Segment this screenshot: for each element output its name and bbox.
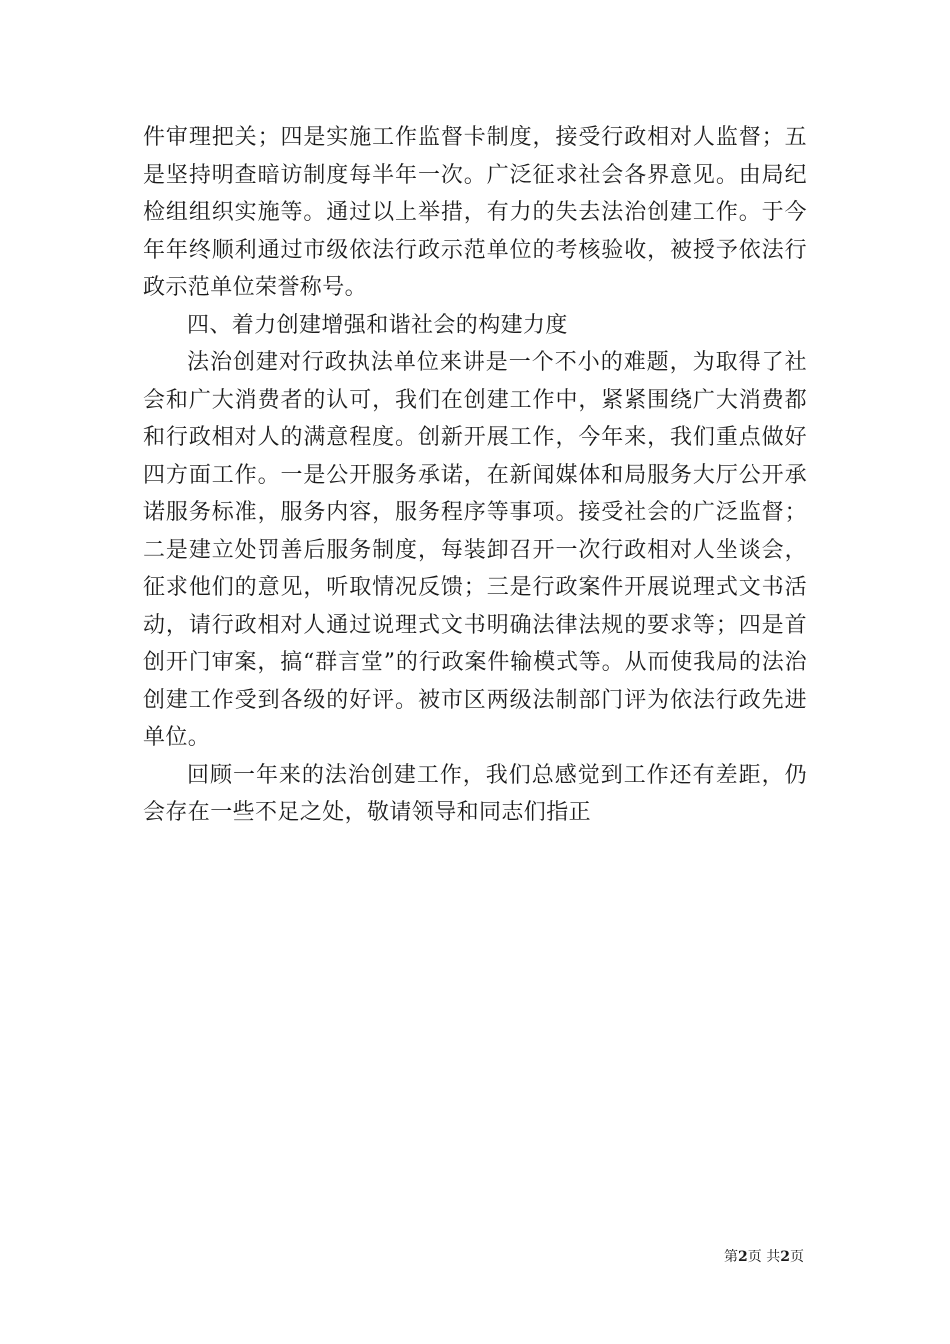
- paragraph-body: 法治创建对行政执法单位来讲是一个不小的难题，为取得了社会和广大消费者的认可，我们在创建工作中，紧紧围绕广大消费都和行政相对人的满意程度。创新开展工作，今年来，我们重点做好四方面工作。一是公开服务承诺，在新闻媒体和局服务大厅公开承诺服务标准，服务内容，服务程序等事项。接受社会的广泛监督；二是建立处罚善后服务制度，每装卸召开一次行政相对人坐谈会，征求他们的意见，听取情况反馈；三是行政案件开展说理式文书活动，请行政相对人通过说理式文书明确法律法规的要求等；四是首创开门审案，搞“群言堂”的行政案件输模式等。从而使我局的法治创建工作受到各级的好评。被市区两级法制部门评为依法行政先进单位。: [143, 350, 807, 750]
- paragraph-continuation: 件审理把关；四是实施工作监督卡制度，接受行政相对人监督；五是坚持明查暗访制度每半年一次。广泛征求社会各界意见。由局纪检组组织实施等。通过以上举措，有力的失去法治创建工作。于今年年终顺利通过市级依法行政示范单位的考核验收，被授予依法行政示范单位荣誉称号。: [143, 125, 807, 300]
- footer-suffix: 页: [790, 1249, 804, 1265]
- total-pages-number: 2: [780, 1249, 790, 1265]
- section-heading: 四、着力创建增强和谐社会的构建力度: [187, 312, 568, 338]
- document-body: [143, 119, 807, 832]
- page-number-footer: [724, 1248, 804, 1266]
- paragraph-closing: 回顾一年来的法治创建工作，我们总感觉到工作还有差距，仍会存在一些不足之处，敬请领导和同志们指正: [143, 762, 807, 825]
- footer-prefix: 第: [724, 1249, 739, 1265]
- current-page-number: 2: [738, 1249, 748, 1265]
- footer-middle: 页 共: [747, 1249, 781, 1265]
